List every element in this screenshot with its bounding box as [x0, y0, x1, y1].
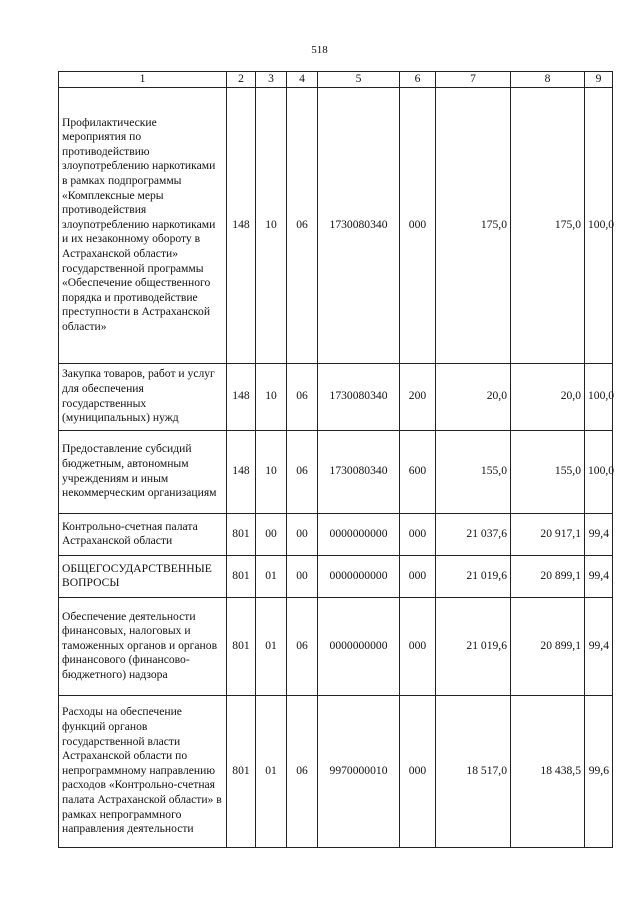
- row-plan: 21 037,6: [436, 513, 511, 555]
- table-row: [59, 513, 613, 555]
- header-col-1: 1: [59, 72, 227, 88]
- row-fact: 20 917,1: [511, 513, 585, 555]
- row-fact: 18 438,5: [511, 695, 585, 847]
- row-ved: 801: [227, 597, 256, 695]
- header-col-9: 9: [585, 72, 613, 88]
- row-name: Обеспечение деятельности финансовых, налоговых и таможенных органов и органов финансового (финансово-бюджетного) надзора: [59, 597, 227, 695]
- row-plan: 20,0: [436, 363, 511, 430]
- row-rz: 00: [256, 513, 287, 555]
- row-name: Предоставление субсидий бюджетным, автономным учреждениям и иным некоммерческим организациям: [59, 430, 227, 513]
- header-col-8: 8: [511, 72, 585, 88]
- header-col-3: 3: [256, 72, 287, 88]
- row-pct: 100,0: [585, 87, 613, 363]
- row-pct: 99,4: [585, 513, 613, 555]
- row-vr: 600: [400, 430, 436, 513]
- row-csr: 0000000000: [318, 555, 400, 597]
- row-plan: 21 019,6: [436, 555, 511, 597]
- row-name: ОБЩЕГОСУДАРСТВЕННЫЕ ВОПРОСЫ: [59, 555, 227, 597]
- header-col-7: 7: [436, 72, 511, 88]
- table-row: [59, 87, 613, 363]
- row-rz: 10: [256, 87, 287, 363]
- row-name: Расходы на обеспечение функций органов государственной власти Астраханской области по непрограммному направлению расходов «Контрольно-счетная палата Астраханской области» в рамках непрограммного направления деятельности: [59, 695, 227, 847]
- header-col-4: 4: [287, 72, 318, 88]
- row-vr: 000: [400, 513, 436, 555]
- budget-table: [58, 71, 613, 848]
- row-vr: 000: [400, 695, 436, 847]
- header-col-2: 2: [227, 72, 256, 88]
- row-pr: 06: [287, 87, 318, 363]
- header-row: [59, 72, 613, 88]
- row-rz: 01: [256, 695, 287, 847]
- row-pr: 06: [287, 363, 318, 430]
- row-name: Закупка товаров, работ и услуг для обеспечения государственных (муниципальных) нужд: [59, 363, 227, 430]
- row-pct: 100,0: [585, 363, 613, 430]
- row-ved: 801: [227, 513, 256, 555]
- row-ved: 148: [227, 87, 256, 363]
- row-vr: 200: [400, 363, 436, 430]
- row-rz: 10: [256, 363, 287, 430]
- table-row: [59, 555, 613, 597]
- row-ved: 801: [227, 695, 256, 847]
- row-csr: 0000000000: [318, 513, 400, 555]
- table-row: [59, 695, 613, 847]
- row-plan: 175,0: [436, 87, 511, 363]
- row-vr: 000: [400, 87, 436, 363]
- table-row: [59, 430, 613, 513]
- row-ved: 801: [227, 555, 256, 597]
- row-fact: 155,0: [511, 430, 585, 513]
- page-number: 518: [311, 44, 328, 56]
- row-plan: 18 517,0: [436, 695, 511, 847]
- row-name: Профилактические мероприятия по противодействию злоупотреблению наркотиками в рамках подпрограммы «Комплексные меры противодействия злоупотреблению наркотиками и их незаконному обороту в Астраханской области» государственной программы «Обеспечение общественного порядка и противодействие преступности в Астраханской области»: [59, 87, 227, 363]
- row-csr: 0000000000: [318, 597, 400, 695]
- row-pct: 100,0: [585, 430, 613, 513]
- table-row: [59, 597, 613, 695]
- row-fact: 20 899,1: [511, 555, 585, 597]
- row-csr: 1730080340: [318, 87, 400, 363]
- row-fact: 20,0: [511, 363, 585, 430]
- row-csr: 1730080340: [318, 363, 400, 430]
- row-ved: 148: [227, 430, 256, 513]
- row-pr: 06: [287, 597, 318, 695]
- row-pct: 99,4: [585, 597, 613, 695]
- table-row: [59, 363, 613, 430]
- row-name: Контрольно-счетная палата Астраханской области: [59, 513, 227, 555]
- row-pct: 99,4: [585, 555, 613, 597]
- row-rz: 10: [256, 430, 287, 513]
- row-csr: 9970000010: [318, 695, 400, 847]
- header-col-6: 6: [400, 72, 436, 88]
- row-rz: 01: [256, 555, 287, 597]
- header-col-5: 5: [318, 72, 400, 88]
- row-ved: 148: [227, 363, 256, 430]
- row-vr: 000: [400, 597, 436, 695]
- row-pr: 00: [287, 555, 318, 597]
- row-pct: 99,6: [585, 695, 613, 847]
- row-plan: 155,0: [436, 430, 511, 513]
- row-pr: 06: [287, 695, 318, 847]
- row-plan: 21 019,6: [436, 597, 511, 695]
- row-csr: 1730080340: [318, 430, 400, 513]
- row-pr: 00: [287, 513, 318, 555]
- row-fact: 175,0: [511, 87, 585, 363]
- row-vr: 000: [400, 555, 436, 597]
- row-rz: 01: [256, 597, 287, 695]
- row-pr: 06: [287, 430, 318, 513]
- row-fact: 20 899,1: [511, 597, 585, 695]
